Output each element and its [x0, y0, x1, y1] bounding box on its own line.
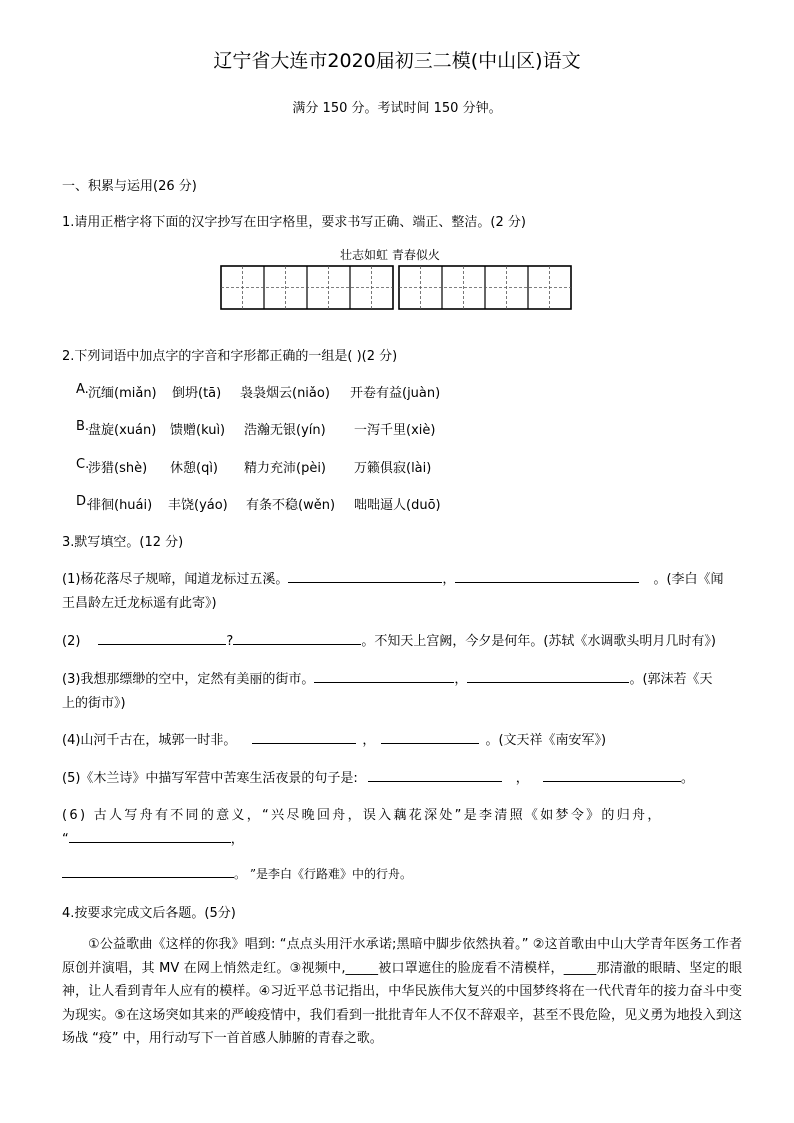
option-word: 馈赠(kuì)	[170, 423, 226, 438]
option-word: 休憩(qì)	[170, 461, 219, 476]
fill-item-3: (3)我想那缥缈的空中，定然有美丽的街市。 ， 。(郭沫若《天	[62, 668, 713, 687]
fill-item-6-line2: “ ，	[62, 828, 244, 847]
option-word: 盘旋(xuán)	[88, 423, 157, 438]
fill-item-4: (4)山河千古在，城郭一时非。 ， 。(文天祥《南安军》)	[62, 729, 606, 748]
option-word: 万籁俱寂(lài)	[354, 461, 432, 476]
answer-blank[interactable]	[252, 729, 356, 744]
answer-blank[interactable]	[381, 729, 479, 744]
fill-item-5: (5)《木兰诗》中描写军营中苦寒生活夜景的句子是: ， 。	[62, 767, 694, 786]
grid-group-2	[399, 266, 571, 309]
answer-blank[interactable]	[543, 767, 681, 782]
option-letter: B.	[76, 419, 90, 434]
fill-item-3-cont: 上的街市》)	[62, 696, 126, 711]
option-word: 咄咄逼人(duō)	[354, 498, 441, 513]
option-word: 有条不稳(wěn)	[246, 498, 336, 513]
option-word: 浩瀚无银(yín)	[244, 423, 326, 438]
fill-item-1: (1)杨花落尽子规啼，闻道龙标过五溪。 ， 。(李白《闻	[62, 568, 724, 587]
question-3-stem: 3.默写填空。(12 分)	[62, 535, 184, 550]
grid-group-1	[221, 266, 393, 309]
option-word: 涉猎(shè)	[88, 461, 148, 476]
question-2-stem: 2.下列词语中加点字的字音和字形都正确的一组是( )(2 分)	[62, 349, 398, 364]
fill-item-2: (2) ? 。不知天上宫阙，今夕是何年。(苏轼《水调歌头明月几时有》)	[62, 630, 716, 649]
option-word: 丰饶(yáo)	[168, 498, 228, 513]
answer-blank[interactable]	[368, 767, 502, 782]
exam-info: 满分 150 分。考试时间 150 分钟。	[292, 101, 502, 116]
fill-item-6: (6) 古人写舟有不同的意义，“兴尽晚回舟，误入藕花深处”是李清照《如梦令》的归舟，	[62, 808, 663, 823]
option-word: 倒坍(tā)	[172, 386, 222, 401]
fill-item-6-line3: 。 ”是李白《行路难》中的行舟。	[62, 863, 412, 882]
answer-blank[interactable]	[62, 863, 234, 878]
option-word: 精力充沛(pèi)	[244, 461, 327, 476]
option-letter: C.	[76, 457, 90, 472]
option-word: 一泻千里(xiè)	[354, 423, 436, 438]
answer-blank[interactable]	[69, 828, 231, 843]
answer-blank[interactable]	[233, 630, 361, 645]
tianzige-grid[interactable]	[220, 265, 572, 311]
page-title: 辽宁省大连市2020届初三二模(中山区)语文	[213, 50, 581, 72]
fill-item-1-cont: 王昌龄左迁龙标遥有此寄》)	[62, 596, 217, 611]
option-word: 徘徊(huái)	[88, 498, 153, 513]
reading-passage: ①公益歌曲《这样的你我》唱到: “点点头用汗水承诺;黑暗中脚步依然执着。” ②这首歌由中山大学青年医务工作者原创并演唱，其 MV 在网上悄然走红。③视频中,_____被口罩遮住的脸庞看不清模样，_____那清澈的眼睛、坚定的眼神，让人看到青年人应有的模样。④习近平总书记指出，中华民族伟大复兴的中国梦终将在一代代青年的接力奋斗中变为现实。⑤在这场突如其来的严峻疫情中，我们看到一批批青年人不仅不辞艰辛，甚至不畏危险，见义勇为地投入到这场战 “疫” 中，用行动写下一首首感人肺腑的青春之歌。	[62, 937, 742, 1046]
answer-blank[interactable]	[98, 630, 226, 645]
answer-blank[interactable]	[314, 668, 454, 683]
section-heading: 一、积累与运用(26 分)	[62, 179, 197, 194]
question-1-text: 1.请用正楷字将下面的汉字抄写在田字格里，要求书写正确、端正、整洁。(2 分)	[62, 215, 526, 230]
answer-blank[interactable]	[288, 568, 442, 583]
answer-blank[interactable]	[455, 568, 639, 583]
answer-blank[interactable]	[467, 668, 629, 683]
copy-source-text: 壮志如虹 青春似火	[340, 248, 440, 262]
option-word: 袅袅烟云(niǎo)	[240, 386, 330, 401]
option-letter: A.	[76, 382, 89, 397]
question-4-stem: 4.按要求完成文后各题。(5分)	[62, 906, 236, 921]
option-letter: D.	[76, 494, 91, 509]
option-word: 沉缅(miǎn)	[88, 386, 157, 401]
option-word: 开卷有益(juàn)	[350, 386, 441, 401]
